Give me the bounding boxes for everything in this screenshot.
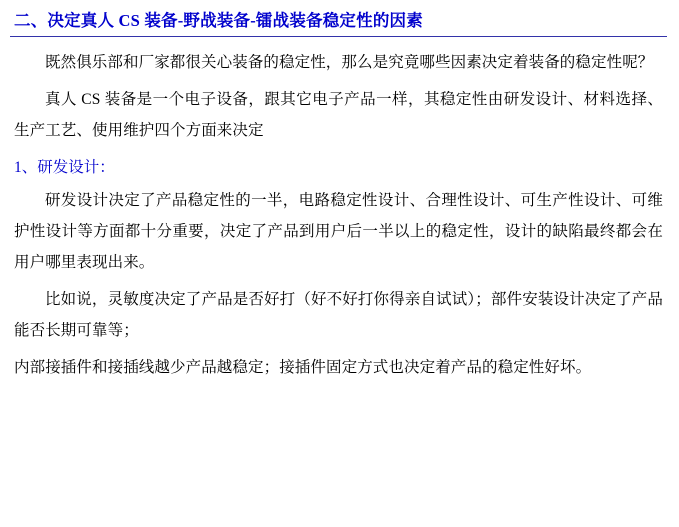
- paragraph-1: 既然俱乐部和厂家都很关心装备的稳定性，那么是究竟哪些因素决定着装备的稳定性呢？: [45, 54, 654, 71]
- title-divider: [10, 36, 667, 37]
- paragraph-4: 比如说，灵敏度决定了产品是否好打（好不好打你得亲自试试）；部件安装设计决定了产品能否长期可靠等；: [14, 291, 663, 339]
- section-subheading-1: 1、研发设计：: [14, 159, 115, 176]
- paragraph-5: 内部接插件和接插线越少产品越稳定；接插件固定方式也决定着产品的稳定性好坏。: [14, 359, 592, 376]
- paragraph-2: 真人 CS 装备是一个电子设备，跟其它电子产品一样，其稳定性由研发设计、材料选择、生产工艺、使用维护四个方面来决定: [14, 91, 663, 139]
- page-title: 二、决定真人 CS 装备-野战装备-镭战装备稳定性的因素: [14, 11, 423, 30]
- paragraph-3: 研发设计决定了产品稳定性的一半，电路稳定性设计、合理性设计、可生产性设计、可维护性设计等方面都十分重要，决定了产品到用户后一半以上的稳定性，设计的缺陷最终都会在用户哪里表现出来。: [14, 192, 663, 271]
